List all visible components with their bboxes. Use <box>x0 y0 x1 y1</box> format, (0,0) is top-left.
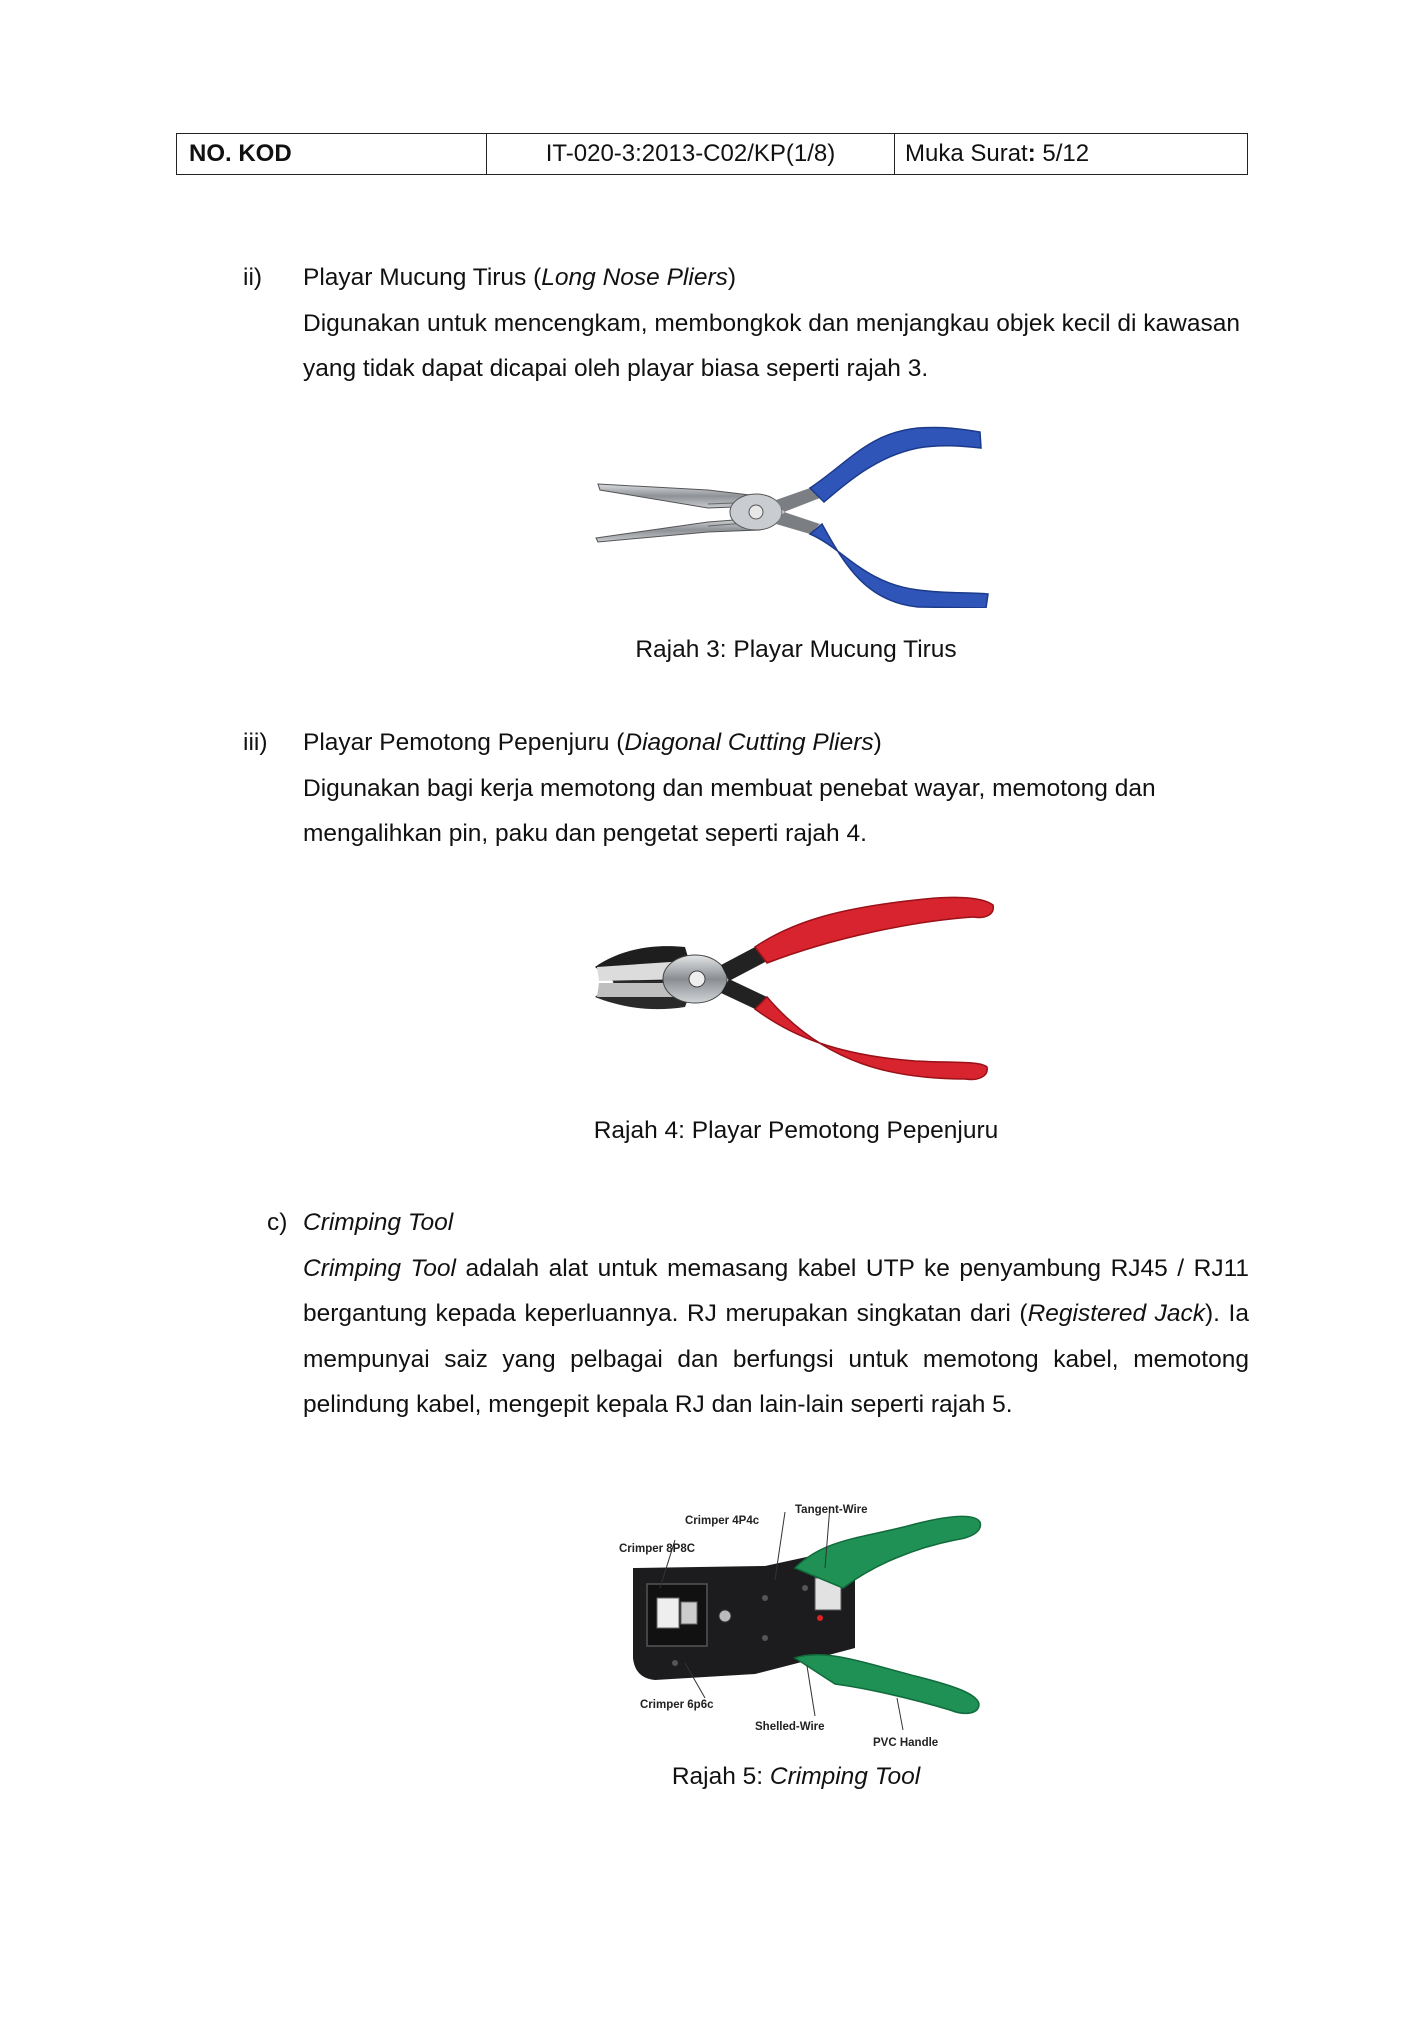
figure-caption-4: Rajah 4: Playar Pemotong Pepenjuru <box>593 1117 999 1144</box>
caption-term: Crimping Tool <box>769 1763 921 1790</box>
section-marker: iii) <box>243 729 268 756</box>
section-title <box>303 1200 1249 1246</box>
label-crimper-8p8c: Crimper 8P8C <box>619 1543 696 1555</box>
title-text: Playar Pemotong Pepenjuru <box>303 729 610 756</box>
section-title: Playar Mucung Tirus (Long Nose Pliers) <box>303 264 737 291</box>
section-diagonal-cutting-pliers <box>243 720 1249 857</box>
body-term-2: Registered Jack <box>1027 1300 1206 1327</box>
figure-caption-5 <box>176 1762 1416 1792</box>
diagonal-cutting-pliers-image <box>585 885 1005 1085</box>
page-number: Muka Surat : 5/12 <box>905 140 1090 167</box>
body-text-b: ). Ia mempunyai saiz yang pelbagai dan berfungsi untuk memotong kabel, memotong pelindung kabel, mengepit kepala RJ dan lain-lain seperti rajah 5. <box>303 1300 1249 1418</box>
crimping-tool-image <box>615 1498 995 1748</box>
body-text-a: adalah alat untuk memasang kabel UTP ke penyambung RJ45 / RJ11 bergantung kepada keperluannya. RJ merupakan singkatan dari ( <box>303 1254 1249 1327</box>
section-title: Playar Pemotong Pepenjuru (Diagonal Cutting Pliers) <box>303 729 882 756</box>
section-body: Digunakan bagi kerja memotong dan membuat penebat wayar, memotong dan mengalihkan pin, paku dan pengetat seperti rajah 4. <box>303 774 1156 847</box>
figure-caption-3: Rajah 3: Playar Mucung Tirus <box>635 636 957 663</box>
section-marker: ii) <box>243 264 263 291</box>
section-body: Digunakan untuk mencengkam, membongkok dan menjangkau objek kecil di kawasan yang tidak dapat dicapai oleh playar biasa seperti rajah 3. <box>303 309 1240 382</box>
page-value: 5/12 <box>1042 140 1090 167</box>
title-text: Crimping Tool <box>303 1209 454 1236</box>
label-shelled-wire: Shelled-Wire <box>755 1721 825 1733</box>
caption-prefix: Rajah 5: <box>671 1763 770 1790</box>
title-english: Long Nose Pliers <box>541 264 728 291</box>
section-marker: c) <box>267 1209 288 1236</box>
label-crimper-4p4c: Crimper 4P4c <box>685 1515 760 1527</box>
section-body <box>303 1246 1249 1428</box>
label-pvc-handle: PVC Handle <box>873 1737 939 1748</box>
code-label: NO. KOD <box>177 134 487 174</box>
long-nose-pliers-image <box>588 418 1008 608</box>
page-label: Muka Surat <box>905 140 1028 167</box>
document-header-table <box>176 133 1248 175</box>
title-english: Diagonal Cutting Pliers <box>624 729 874 756</box>
body-term: Crimping Tool <box>303 1254 456 1282</box>
section-long-nose-pliers <box>243 255 1249 392</box>
section-crimping-tool <box>267 1200 1249 1428</box>
label-crimper-6p6c: Crimper 6p6c <box>640 1699 714 1711</box>
label-tangent-wire: Tangent-Wire <box>795 1504 868 1516</box>
title-text: Playar Mucung Tirus <box>303 264 527 291</box>
code-value: IT-020-3:2013-C02/KP(1/8) <box>487 134 895 174</box>
